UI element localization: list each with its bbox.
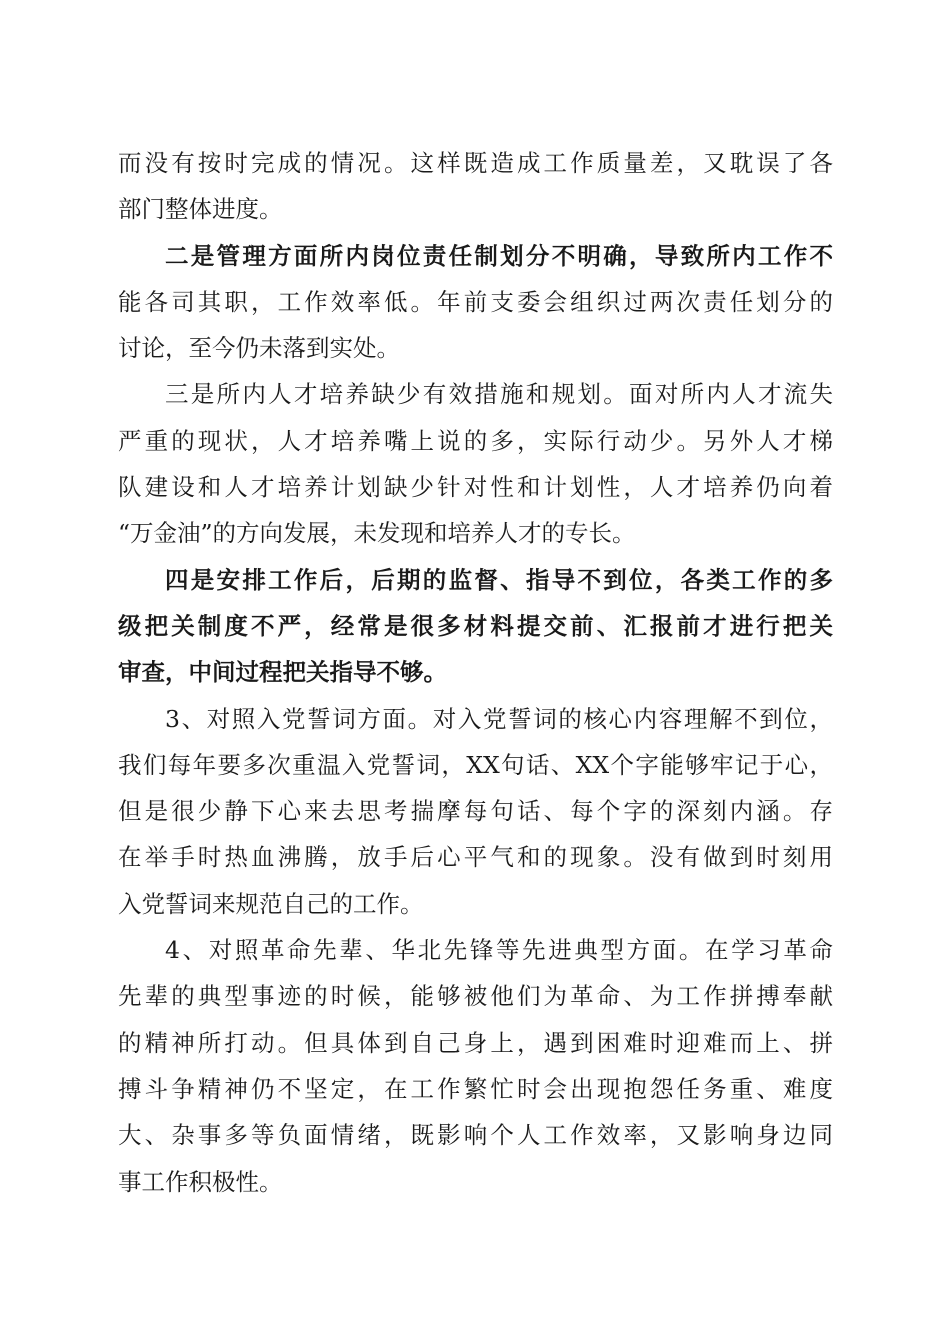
text-line: 但是很少静下心来去思考揣摩每句话、每个字的深刻内涵。存 — [118, 797, 833, 826]
text-line: 四是安排工作后，后期的监督、指导不到位，各类工作的多 — [165, 565, 833, 594]
text-line: 二是管理方面所内岗位责任制划分不明确，导致所内工作不 — [165, 241, 833, 270]
text-line: 先辈的典型事迹的时候，能够被他们为革命、为工作拼搏奉献 — [118, 982, 833, 1011]
text-line: 大、杂事多等负面情绪，既影响个人工作效率，又影响身边同 — [118, 1121, 833, 1150]
text-line: 在举手时热血沸腾，放手后心平气和的现象。没有做到时刻用 — [118, 843, 833, 872]
text-line: 3、对照入党誓词方面。对入党誓词的核心内容理解不到位， — [165, 704, 833, 733]
text-line: 入党誓词来规范自己的工作。 — [118, 889, 424, 918]
text-line: 队建设和人才培养计划缺少针对性和计划性，人才培养仍向着 — [118, 473, 833, 502]
text-line: 而没有按时完成的情况。这样既造成工作质量差，又耽误了各 — [118, 149, 833, 177]
text-line: 搏斗争精神仍不坚定，在工作繁忙时会出现抱怨任务重、难度 — [118, 1074, 833, 1103]
text-line: 三是所内人才培养缺少有效措施和规划。面对所内人才流失 — [165, 380, 833, 409]
text-line: 能各司其职，工作效率低。年前支委会组织过两次责任划分的 — [118, 287, 833, 316]
text-line: 审查，中间过程把关指导不够。 — [118, 658, 447, 687]
text-line: 我们每年要多次重温入党誓词，XX句话、XX个字能够牢记于心， — [118, 750, 833, 779]
text-line: 讨论，至今仍未落到实处。 — [118, 334, 400, 363]
text-line: 部门整体进度。 — [118, 195, 283, 224]
text-line: 级把关制度不严，经常是很多材料提交前、汇报前才进行把关 — [118, 611, 833, 640]
text-line: 事工作积极性。 — [118, 1167, 283, 1196]
text-line: 4、对照革命先辈、华北先锋等先进典型方面。在学习革命 — [165, 936, 833, 965]
text-line: 严重的现状，人才培养嘴上说的多，实际行动少。另外人才梯 — [118, 426, 833, 455]
text-line: 的精神所打动。但具体到自己身上，遇到困难时迎难而上、拼 — [118, 1028, 833, 1057]
text-line: “万金油”的方向发展，未发现和培养人才的专长。 — [118, 519, 636, 548]
document-body — [118, 140, 833, 1205]
